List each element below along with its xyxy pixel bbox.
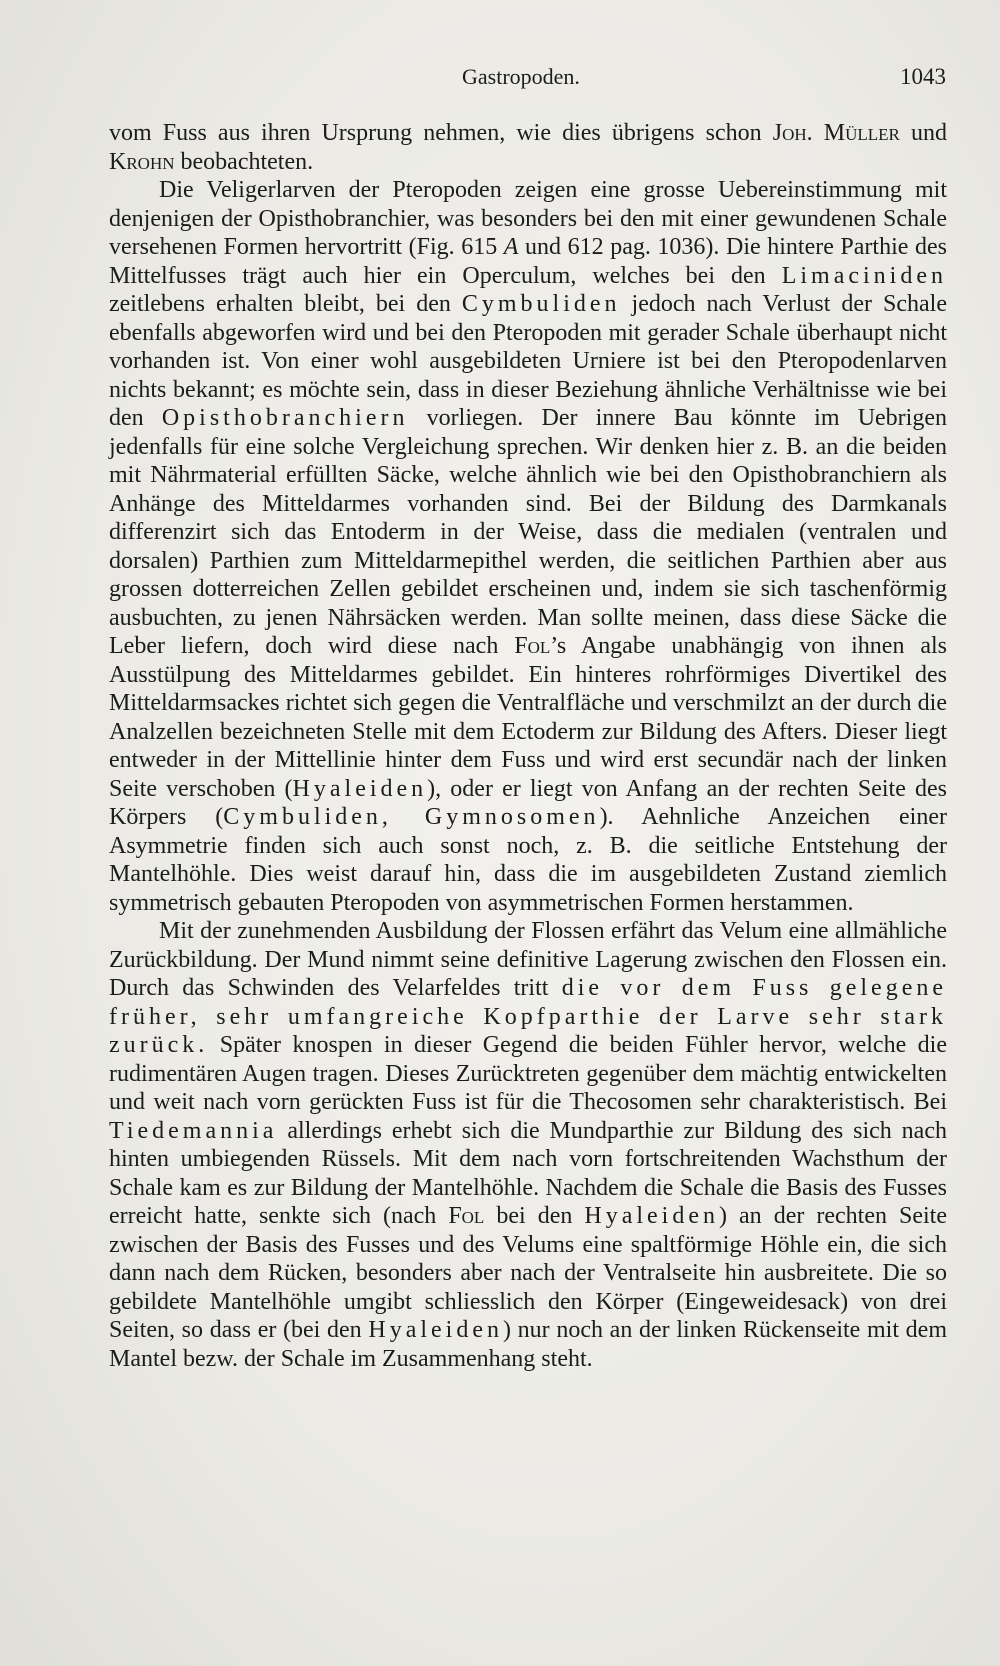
page-number: 1043 bbox=[900, 64, 946, 89]
paragraph-3-text-1: Mit der zunehmenden Ausbildung der Flossen erfährt das Velum eine allmähliche Zurückbildung. Der Mund nimmt seine definitive Lagerung zwischen den Flossen ein. Durch das Schwinden des Velarfeldes tritt bbox=[109, 918, 947, 1001]
paragraph-2-text-1: Die Veligerlarven der Pteropoden zeigen eine grosse Uebereinstimmung mit denjenigen der Opisthobranchier, was besonders bei den mit einer gewundenen Schale versehenen Formen hervortritt (Fig. 615 bbox=[109, 177, 947, 260]
author-name-fol-2: Fol bbox=[448, 1203, 485, 1229]
paragraph-2-text-2: und 612 pag. 1036). Die hintere Parthie des Mittelfusses trägt auch hier ein Operculum, welches bei den bbox=[109, 234, 947, 289]
paragraph-2-text-3: zeitlebens erhalten bleibt, bei den bbox=[109, 291, 462, 317]
running-title: Gastropoden. bbox=[462, 64, 580, 89]
paragraph-2-text-5: vorliegen. Der innere Bau könnte im Uebrigen jedenfalls für eine solche Vergleichung sprechen. Wir denken hier z. B. an die beiden mit Nährmaterial erfüllten Säcke, welche ähnlich wie bei den Opisthobranchiern als Anhänge des Mitteldarmes vorhanden sind. Bei der Bildung des Darmkanals differenzirt sich das Entoderm in der Weise, dass die medialen (ventralen und dorsalen) Parthien zum Mitteldarmepithel werden, die seitlichen Parthien aber aus grossen dotterreichen Zellen gebildet erscheinen und, indem sie sich taschenförmig ausbuchten, zu jenen Nährsäcken werden. Man sollte meinen, dass diese Säcke die Leber liefern, doch wird diese nach bbox=[109, 405, 947, 659]
paragraph-2-text-6: ’s Angabe unabhängig von ihnen als Ausstülpung des Mitteldarmes gebildet. Ein hinteres rohrförmiges Divertikel des Mitteldarmsackes richtet sich gegen die Ventralfläche und verschmilzt an der durch die Analzellen bezeichneten Stelle mit dem Ectoderm zur Bildung des Afters. Dieser liegt entweder in der Mittellinie hinter dem Fuss und wird erst secundär nach der linken Seite verschoben ( bbox=[109, 633, 948, 802]
paragraph-3-text-6: ) nur noch an der linken Rückenseite mit dem Mantel bezw. der Schale im Zusammenhang steht. bbox=[109, 1317, 947, 1372]
paragraph-3-text-2: Später knospen in dieser Gegend die beiden Fühler hervor, welche die rudimentären Augen tragen. Dieses Zurücktreten gegenüber dem mächtig entwickelten und weit nach vorn gerückten Fuss ist für die Thecosomen sehr charakteristisch. Bei bbox=[109, 1032, 947, 1115]
author-name-fol: Fol bbox=[514, 633, 551, 659]
figure-letter: A bbox=[503, 234, 519, 260]
taxon-limaciniden: Limaciniden bbox=[781, 262, 947, 289]
paragraph-3-text-5: ) an der rechten Seite zwischen der Basis des Fusses und des Velums eine spaltförmige Höhle ein, die sich dann nach dem Rücken, besonders aber nach der Ventralseite hin ausbreitete. Die so gebildete Mantelhöhle umgibt schliesslich den Körper (Eingeweidesack) von drei Seiten, so dass er (bei den bbox=[109, 1203, 947, 1343]
author-name-joh: Joh. bbox=[772, 120, 813, 146]
paragraph-3 bbox=[109, 917, 947, 1373]
paragraph-3-text-4: bei den bbox=[484, 1203, 585, 1229]
taxon-cymbuliden-gymnosomen: Cymbuliden, Gymnosomen bbox=[223, 804, 600, 830]
page-header bbox=[108, 64, 946, 96]
taxon-hyaleiden-3: Hyaleiden bbox=[368, 1317, 503, 1343]
body-text bbox=[109, 119, 947, 1373]
paragraph-1 bbox=[109, 119, 947, 176]
paragraph-2-text-7: ), oder er liegt von Anfang an der rechten Seite des Körpers ( bbox=[109, 775, 947, 830]
paragraph-1-text-1: vom Fuss aus ihren Ursprung nehmen, wie dies übrigens schon bbox=[109, 120, 773, 146]
author-name-krohn: Krohn bbox=[109, 148, 175, 175]
taxon-hyaleiden: Hyaleiden bbox=[292, 775, 428, 802]
taxon-opisthobranchiern: Opisthobranchiern bbox=[161, 405, 409, 431]
paragraph-1-text-2: und bbox=[899, 120, 948, 146]
taxon-hyaleiden-2: Hyaleiden bbox=[584, 1203, 719, 1229]
paragraph-1-text-3: beobachteten. bbox=[174, 148, 314, 175]
paragraph-2-text-4: jedoch nach Verlust der Schale ebenfalls abgeworfen wird und bei den Pteropoden mit gerader Schale überhaupt nicht vorhanden ist. Von einer wohl ausgebildeten Urniere ist bei den Pteropodenlarven nichts bekannt; es möchte sein, dass in dieser Beziehung ähnliche Verhältnisse wie bei den bbox=[109, 291, 947, 431]
paragraph-2 bbox=[109, 176, 947, 917]
taxon-tiedemannia: Tiedemannia bbox=[109, 1117, 278, 1144]
paragraph-3-text-3: allerdings erhebt sich die Mundparthie zur Bildung des sich nach hinten umbiegenden Rüssels. Mit dem nach vorn fortschreitenden Wachsthum der Schale kam es zur Bildung der Mantelhöhle. Nachdem die Schale die Basis des Fusses erreicht hatte, senkte sich (nach bbox=[109, 1117, 947, 1229]
taxon-cymbuliden: Cymbuliden bbox=[461, 291, 621, 317]
author-name-mueller: Müller bbox=[823, 120, 900, 146]
paragraph-2-text-8: ). Aehnliche Anzeichen einer Asymmetrie finden sich auch sonst noch, z. B. die seitliche Entstehung der Mantelhöhle. Dies weist darauf hin, dass die im ausgebildeten Zustand ziemlich symmetrisch gebauten Pteropoden von asymmetrischen Formen herstammen. bbox=[109, 804, 947, 916]
emphasis-kopfparthie: die vor dem Fuss gelegene früher, sehr umfangreiche Kopfparthie der Larve sehr stark zurück. bbox=[109, 975, 947, 1058]
